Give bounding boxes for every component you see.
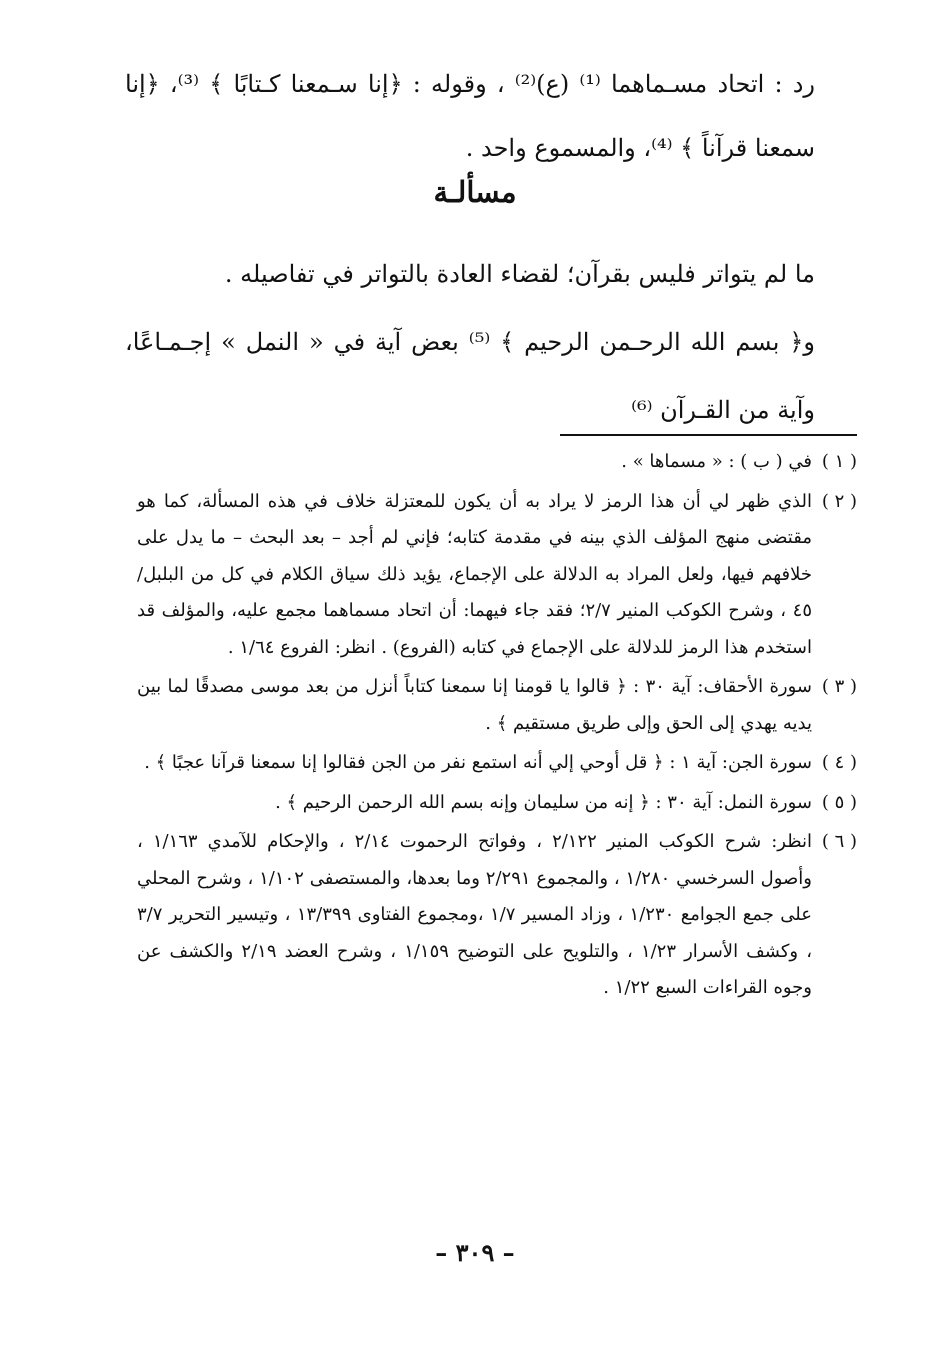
footnote-3 bbox=[137, 669, 857, 742]
footnote-number: ( ٥ ) bbox=[821, 791, 857, 813]
footnote-number: ( ٣ ) bbox=[821, 676, 857, 697]
footnote-text: سورة الجن: آية ١ : ﴿ قل أوحي إلي أنه استمع نفر من الجن فقالوا إنا سمعنا قرآنا عجبًا ﴾ . bbox=[144, 752, 812, 773]
main-text-top bbox=[125, 52, 815, 180]
footnote-5 bbox=[137, 785, 857, 822]
main-paragraph-2: ما لم يتواتر فليس بقرآن؛ لقضاء العادة بالتواتر في تفاصيله . bbox=[224, 260, 815, 288]
footnote-number: ( ١ ) bbox=[821, 451, 857, 472]
footnote-number: ( ٤ ) bbox=[821, 752, 857, 773]
main-paragraph-1: رد : اتحاد مسـماهما ⁽¹⁾ (ع)⁽²⁾ ، وقوله : ﴿إنا سـمعنا كـتابًا ﴾ ⁽³⁾، ﴿إنا سمعنا قرآناً ﴾ ⁽⁴⁾، والمسموع واحد . bbox=[125, 70, 815, 162]
main-paragraph-3: و﴿ بسم الله الرحـمن الرحيم ﴾ ⁽⁵⁾ بعض آية في « النمل » إجـمـاعًا، وآية من القـرآن ⁽⁶⁾ bbox=[125, 328, 815, 424]
footnote-4 bbox=[137, 745, 857, 782]
main-text-body bbox=[125, 240, 815, 444]
footnotes bbox=[137, 444, 857, 1010]
footnote-2 bbox=[137, 484, 857, 667]
footnote-text: سورة الأحقاف: آية ٣٠ : ﴿ قالوا يا قومنا إنا سمعنا كتاباً أنزل من بعد موسى مصدقًا لما بين يديه يهدي إلى الحق وإلى طريق مستقيم ﴾ . bbox=[137, 676, 812, 734]
footnote-1 bbox=[137, 444, 857, 481]
footnote-text: في ( ب ) : « مسماها » . bbox=[621, 451, 812, 472]
page-number: – ٣٠٩ – bbox=[435, 1238, 515, 1267]
footnote-number: ( ٢ ) bbox=[821, 490, 857, 512]
footnote-6 bbox=[137, 824, 857, 1007]
footnote-separator bbox=[560, 434, 857, 436]
footnote-number: ( ٦ ) bbox=[821, 831, 857, 852]
footnote-text: انظر: شرح الكوكب المنير ٢/١٢٢ ، وفواتح الرحموت ٢/١٤ ، والإحكام للآمدي ١/١٦٣ ، وأصول السرخسي ١/٢٨٠ ، والمجموع ٢/٢٩١ وما بعدها، والمستصفى ١/١٠٢ ، وشرح المحلي على جمع الجوامع ١/٢٣٠ ، وزاد المسير ١/٧ ،ومجموع الفتاوى ١٣/٣٩٩ ، وتيسير التحرير ٣/٧ ، وكشف الأسرار ١/٢٣ ، والتلويح على التوضيح ١/١٥٩ ، وشرح العضد ٢/١٩ والكشف عن وجوه القراءات السبع ١/٢٢ . bbox=[137, 831, 813, 998]
section-heading: مسألـة bbox=[433, 175, 517, 209]
footnote-text: سورة النمل: آية ٣٠ : ﴿ إنه من سليمان وإنه بسم الله الرحمن الرحيم ﴾ . bbox=[275, 791, 812, 813]
footnote-text: الذي ظهر لي أن هذا الرمز لا يراد به أن يكون للمعتزلة خلاف في هذه المسألة، كما هو مقتضى منهج المؤلف الذي بينه في مقدمة كتابه؛ فإني لم أجد – بعد البحث – ما يدل على خلافهم فيها، ولعل المراد به الدلالة على الإجماع، يؤيد ذلك سياق الكلام في كل من البلبل/٤٥ ، وشرح الكوكب المنير ٢/٧؛ فقد جاء فيهما: أن اتحاد مسماهما مجمع عليه، والمؤلف قد استخدم هذا الرمز للدلالة على الإجماع في كتابه (الفروع) . انظر: الفروع ١/٦٤ . bbox=[137, 490, 812, 658]
